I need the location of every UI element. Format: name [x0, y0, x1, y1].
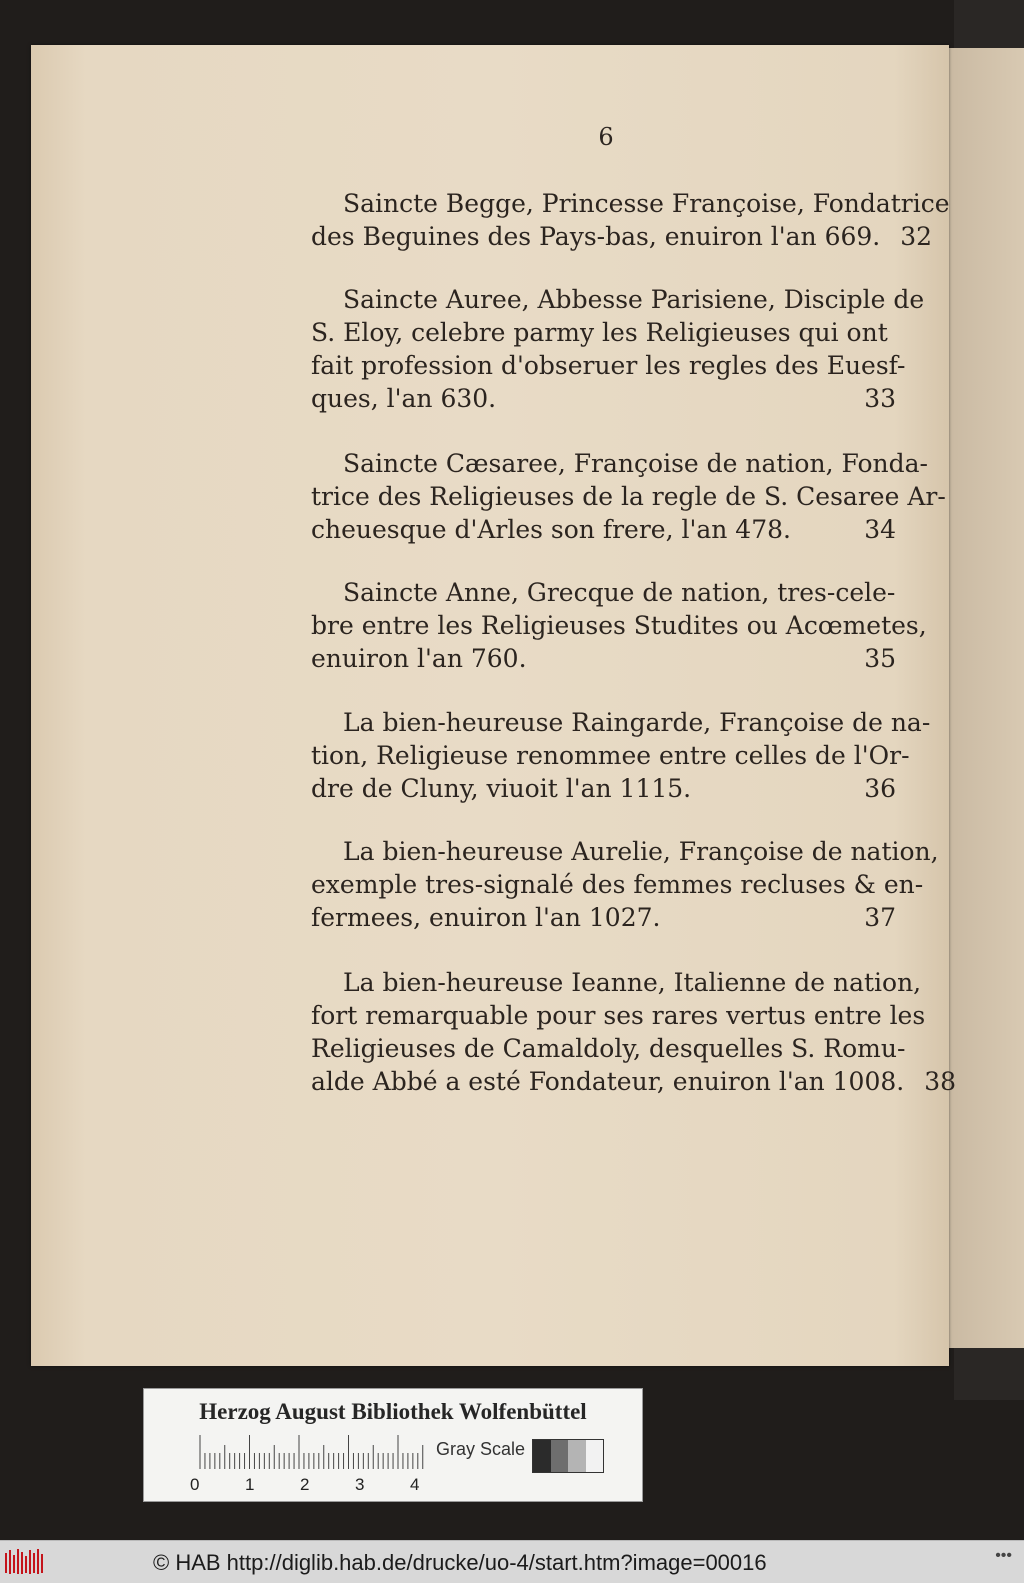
entry-line: fermees, enuiron l'an 1027. — [311, 903, 661, 932]
entry-1 — [311, 187, 950, 253]
entry-line: des Beguines des Pays-bas, enuiron l'an 669. — [311, 222, 881, 251]
gray-swatch — [568, 1440, 586, 1472]
gray-swatch — [586, 1440, 604, 1472]
page-reference: 32 — [900, 222, 933, 251]
facing-page-edge — [945, 48, 1024, 1348]
gray-swatches — [532, 1439, 604, 1473]
entry-line: dre de Cluny, viuoit l'an 1115. — [311, 774, 692, 803]
gray-swatch — [551, 1440, 569, 1472]
entry-line: exemple tres-signalé des femmes recluses & en- — [311, 870, 924, 899]
entry-4 — [311, 576, 927, 675]
color-calibration-target — [143, 1388, 643, 1502]
entry-line: fait profession d'obseruer les regles des Euesf- — [311, 351, 906, 380]
ruler-scale — [199, 1435, 424, 1473]
ruler-number: 2 — [300, 1475, 310, 1494]
gray-swatch — [533, 1440, 551, 1472]
entry-7 — [311, 966, 957, 1098]
entry-line: cheuesque d'Arles son frere, l'an 478. — [311, 515, 791, 544]
ruler-number: 3 — [355, 1475, 365, 1494]
entry-line: bre entre les Religieuses Studites ou Acœmetes, — [311, 611, 927, 640]
entry-line: La bien-heureuse Ieanne, Italienne de nation, — [343, 968, 922, 997]
ruler-number: 1 — [245, 1475, 255, 1494]
viewer-footer — [0, 1540, 1024, 1583]
entry-line: Saincte Anne, Grecque de nation, tres-cele- — [343, 578, 896, 607]
entry-line: La bien-heureuse Aurelie, Françoise de nation, — [343, 837, 939, 866]
page-reference: 38 — [924, 1067, 957, 1096]
page-number: 6 — [598, 123, 614, 151]
more-icon[interactable]: ••• — [995, 1547, 1012, 1564]
entry-line: La bien-heureuse Raingarde, Françoise de na- — [343, 708, 931, 737]
entry-3 — [311, 447, 946, 546]
entry-line: tion, Religieuse renommee entre celles de l'Or- — [311, 741, 910, 770]
page-reference: 36 — [864, 774, 896, 803]
entry-5 — [311, 706, 931, 805]
hab-logo-icon — [4, 1547, 46, 1577]
entry-6 — [311, 835, 939, 934]
library-name: Herzog August Bibliothek Wolfenbüttel — [199, 1399, 587, 1424]
entry-line: Religieuses de Camaldoly, desquelles S. Romu- — [311, 1034, 906, 1063]
page-reference: 34 — [864, 515, 896, 544]
ruler-number: 4 — [410, 1475, 420, 1494]
entry-line: alde Abbé a esté Fondateur, enuiron l'an 1008. — [311, 1067, 905, 1096]
entry-line: trice des Religieuses de la regle de S. Cesaree Ar- — [311, 482, 946, 511]
entry-line: Saincte Begge, Princesse Françoise, Fondatrice — [343, 189, 950, 218]
book-page — [31, 45, 957, 1366]
copyright-url: © HAB http://diglib.hab.de/drucke/uo-4/start.htm?image=00016 — [153, 1550, 767, 1575]
entry-line: Saincte Auree, Abbesse Parisiene, Disciple de — [343, 285, 925, 314]
page-reference: 35 — [864, 644, 896, 673]
entry-line: S. Eloy, celebre parmy les Religieuses qui ont — [311, 318, 888, 347]
entry-line: fort remarquable pour ses rares vertus entre les — [311, 1001, 926, 1030]
page-reference: 37 — [864, 903, 896, 932]
entry-line: Saincte Cæsaree, Françoise de nation, Fonda- — [343, 449, 928, 478]
entry-line: ques, l'an 630. — [311, 384, 497, 413]
ruler-number: 0 — [190, 1475, 200, 1494]
entry-line: enuiron l'an 760. — [311, 644, 527, 673]
gray-scale-label: Gray Scale — [436, 1439, 526, 1459]
page-reference: 33 — [864, 384, 896, 413]
entry-2 — [311, 283, 925, 415]
